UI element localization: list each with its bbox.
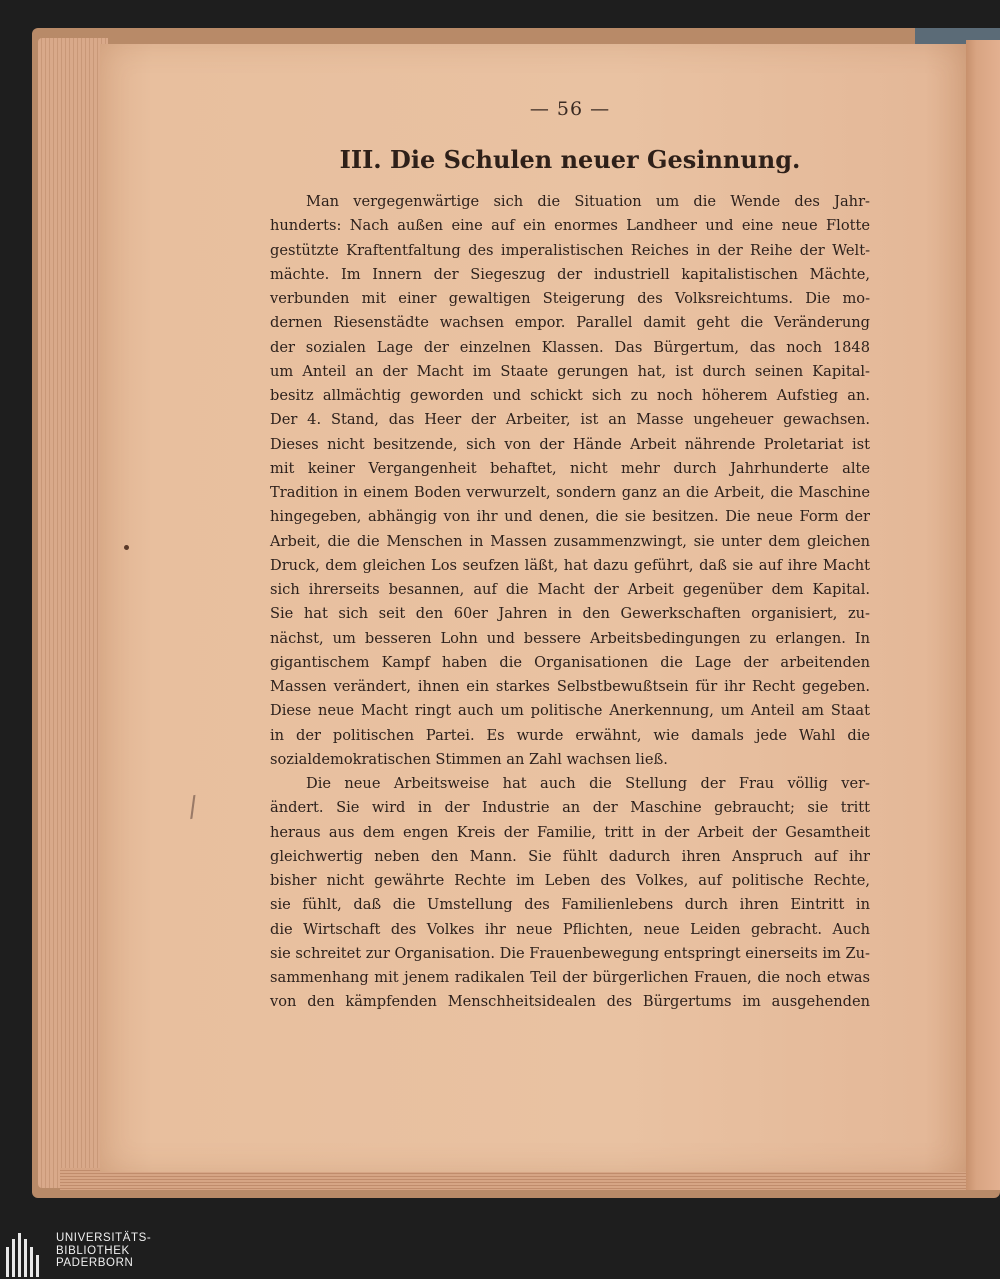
library-logo-icon (6, 1233, 46, 1277)
text-line: der sozialen Lage der einzelnen Klassen. Das Bürgertum, das noch 1848 (270, 338, 870, 356)
logo-line: BIBLIOTHEK (56, 1244, 130, 1257)
text-line: dernen Riesenstädte wachsen empor. Parallel damit geht die Veränderung (270, 314, 870, 332)
margin-pencil-mark: / (185, 789, 201, 824)
text-line: gigantischem Kampf haben die Organisationen die Lage der arbeitenden (270, 653, 870, 671)
text-line: Dieses nicht besitzende, sich von der Hände Arbeit nährende Proletariat ist (270, 435, 870, 453)
chapter-title: III. Die Schulen neuer Gesinnung. (339, 145, 801, 174)
text-line: gestützte Kraftentfaltung des imperalistischen Reiches in der Reihe der Welt- (270, 241, 870, 259)
text-line: die Wirtschaft des Volkes ihr neue Pflichten, neue Leiden gebracht. Auch (270, 920, 870, 938)
text-line: besitz allmächtig geworden und schickt sich zu noch höherem Aufstieg an. (270, 387, 870, 404)
text-line: mächte. Im Innern der Siegeszug der industriell kapitalistischen Mächte, (270, 265, 870, 283)
body-text (270, 190, 870, 1015)
text-line: Druck, dem gleichen Los seufzen läßt, hat dazu geführt, daß sie auf ihre Macht (270, 556, 870, 574)
page-number: — 56 — (529, 98, 611, 120)
text-line: hunderts: Nach außen eine auf ein enormes Landheer und eine neue Flotte (270, 217, 870, 235)
text-line: um Anteil an der Macht im Staate gerungen hat, ist durch seinen Kapital- (270, 362, 870, 380)
text-line: verbunden mit einer gewaltigen Steigerung des Volksreichtums. Die mo- (270, 290, 870, 307)
text-line: nächst, um besseren Lohn und bessere Arbeitsbedingungen zu erlangen. In (270, 629, 870, 647)
text-line: sich ihrerseits besannen, auf die Macht der Arbeit gegenüber dem Kapital. (270, 581, 870, 598)
logo-line: UNIVERSITÄTS- (56, 1232, 152, 1244)
page-edges-right (966, 40, 1000, 1190)
page-edges-left (38, 38, 108, 1188)
text-line: Sie hat sich seit den 60er Jahren in den Gewerkschaften organisiert, zu- (270, 605, 870, 623)
text-line: sammenhang mit jenem radikalen Teil der bürgerlichen Frauen, die noch etwas (270, 969, 870, 986)
logo-line: PADERBORN (56, 1257, 134, 1269)
text-line: gleichwertig neben den Mann. Sie fühlt dadurch ihren Anspruch auf ihr (270, 847, 870, 865)
text-line: sie schreitet zur Organisation. Die Frauenbewegung entspringt einerseits im Zu- (270, 944, 870, 962)
text-line: von den kämpfenden Menschheitsidealen des Bürgertums im ausgehenden (270, 993, 870, 1011)
text-line: Diese neue Macht ringt auch um politische Anerkennung, um Anteil am Staat (270, 702, 870, 720)
text-line: Tradition in einem Boden verwurzelt, sondern ganz an die Arbeit, die Maschine (270, 484, 870, 501)
text-line: Man vergegenwärtige sich die Situation um die Wende des Jahr- (306, 193, 870, 210)
text-line: hingegeben, abhängig von ihr und denen, die sie besitzen. Die neue Form der (270, 508, 870, 526)
library-logo-text (56, 1232, 151, 1270)
text-line: mit keiner Vergangenheit behaftet, nicht mehr durch Jahrhunderte alte (270, 459, 870, 477)
text-line: sozialdemokratischen Stimmen an Zahl wachsen ließ. (270, 750, 668, 768)
text-line: sie fühlt, daß die Umstellung des Familienlebens durch ihren Eintritt in (270, 896, 870, 914)
text-line: heraus aus dem engen Kreis der Familie, tritt in der Arbeit der Gesamtheit (270, 823, 870, 841)
text-line: Massen verändert, ihnen ein starkes Selbstbewußtsein für ihr Recht gegeben. (270, 678, 870, 695)
text-line: Die neue Arbeitsweise hat auch die Stellung der Frau völlig ver- (306, 775, 870, 792)
text-line: ändert. Sie wird in der Industrie an der Maschine gebraucht; sie tritt (270, 799, 870, 817)
text-line: in der politischen Partei. Es wurde erwähnt, wie damals jede Wahl die (270, 726, 870, 744)
ink-spot (124, 545, 129, 550)
text-line: Der 4. Stand, das Heer der Arbeiter, ist an Masse ungeheuer gewachsen. (270, 411, 870, 429)
text-line: bisher nicht gewährte Rechte im Leben des Volkes, auf politische Rechte, (270, 872, 870, 889)
text-line: Arbeit, die die Menschen in Massen zusammenzwingt, sie unter dem gleichen (270, 532, 870, 550)
